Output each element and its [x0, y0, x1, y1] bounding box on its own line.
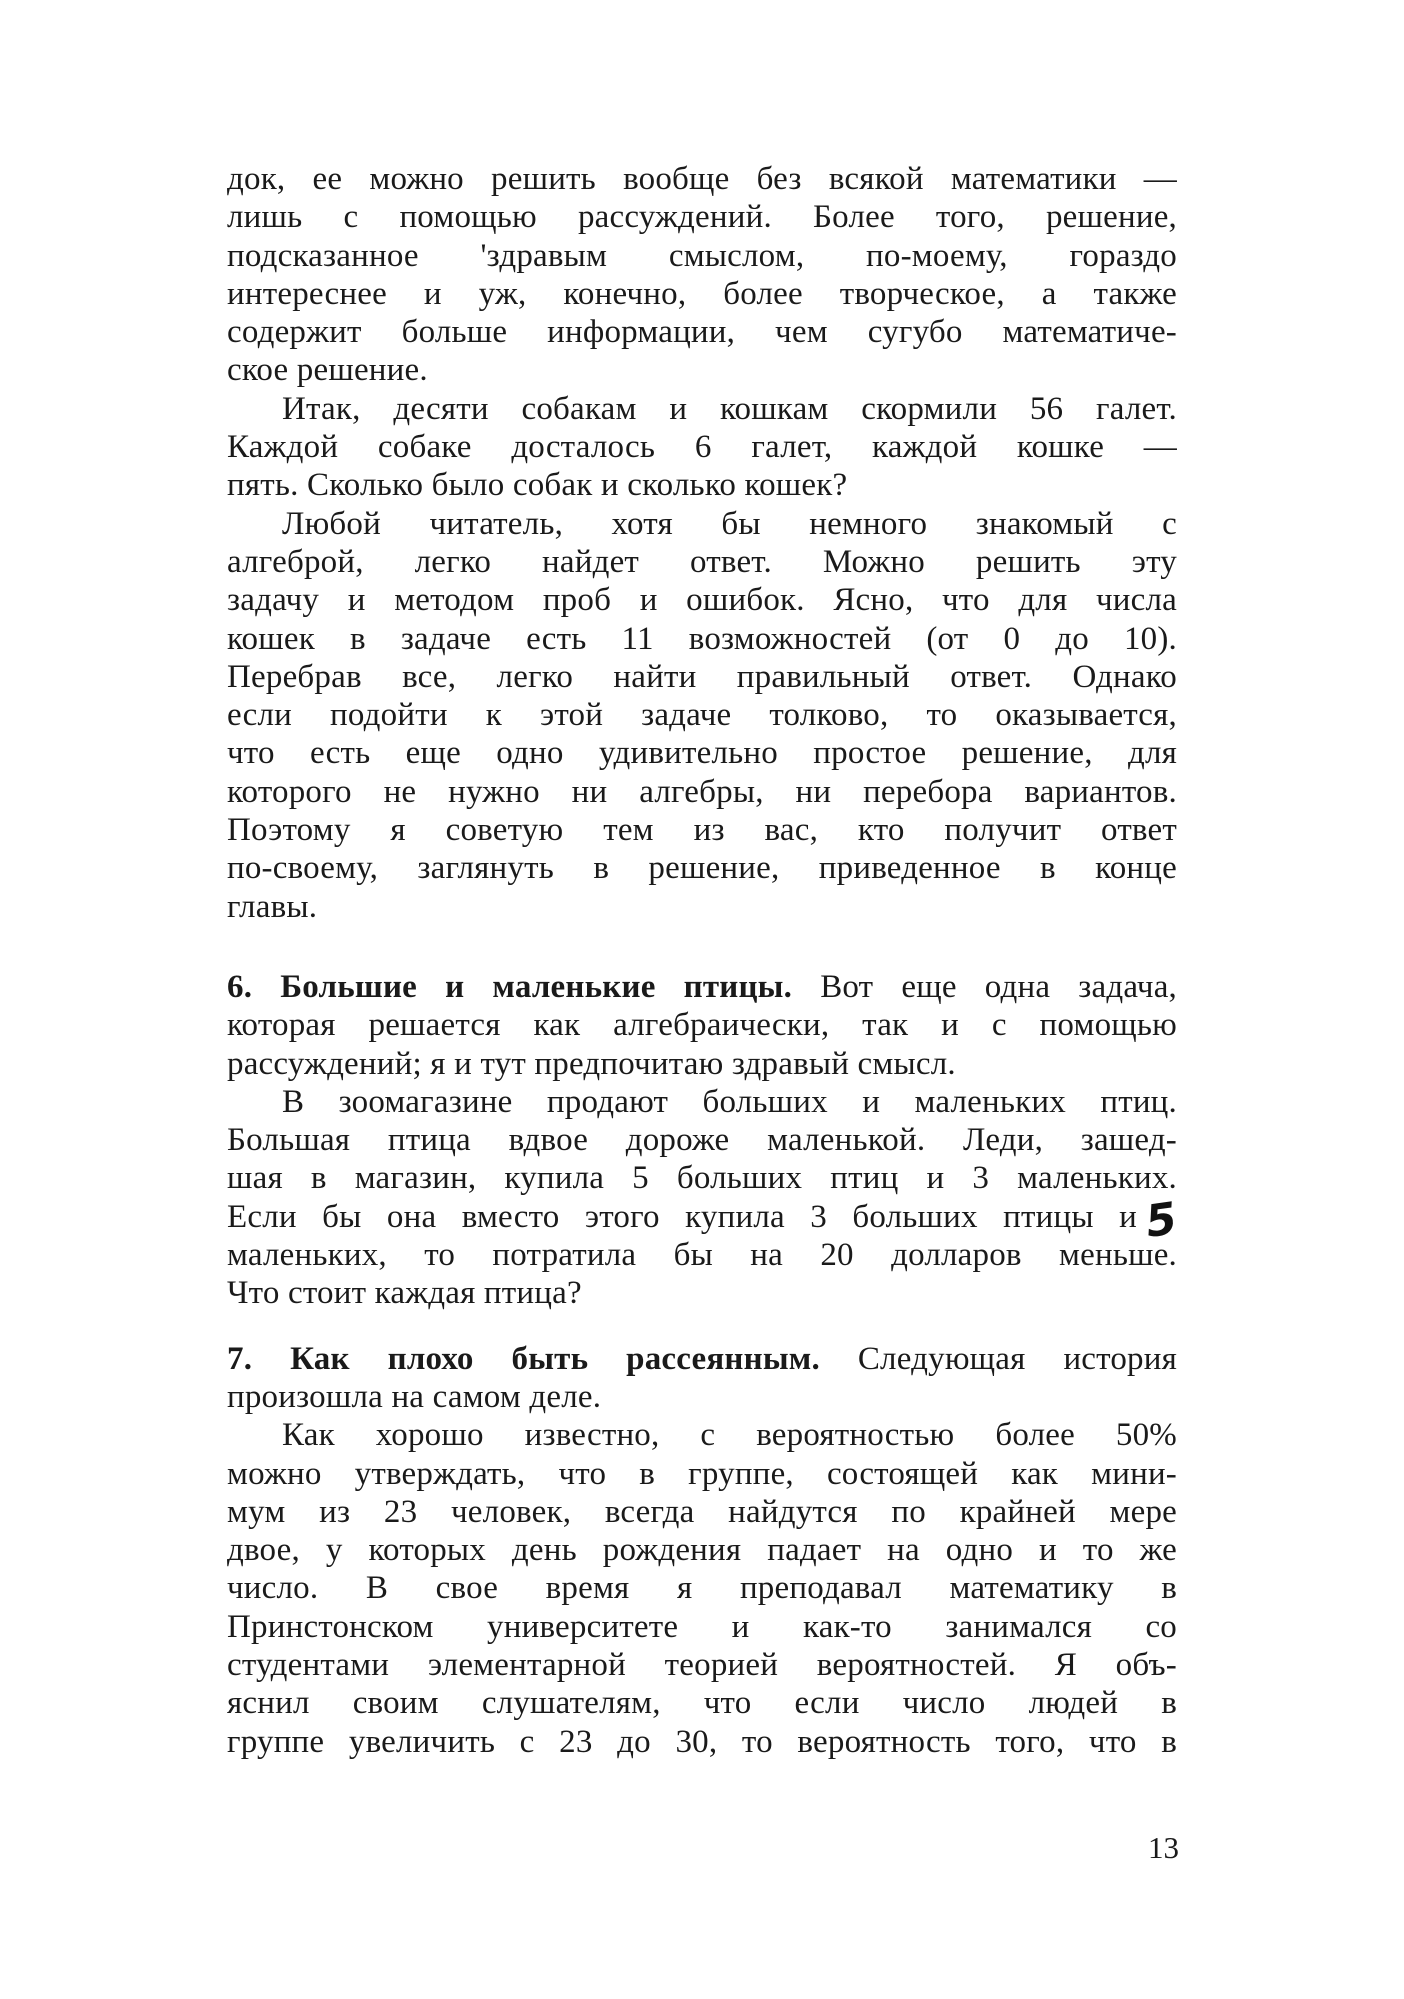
text-line: лишь с помощью рассуждений. Более того, решение,: [227, 199, 1177, 236]
text-line: Большая птица вдвое дороже маленькой. Леди, зашед-: [227, 1122, 1177, 1159]
text-line: число. В свое время я преподавал математику в: [227, 1570, 1177, 1607]
section-7-first-line: [227, 1340, 1177, 1378]
paragraph-2: [227, 390, 1177, 505]
text-line: мум из 23 человек, всегда найдутся по крайней мере: [227, 1493, 1177, 1530]
text-line: шая в магазин, купила 5 больших птиц и 3 маленьких.: [227, 1160, 1177, 1197]
text-line: Перебрав все, легко найти правильный ответ. Однако: [227, 658, 1177, 695]
text-line: группе увеличить с 23 до 30, то вероятность того, что в: [227, 1723, 1177, 1760]
text-line: док, ее можно решить вообще без всякой математики —: [227, 161, 1177, 197]
paragraph-1: [227, 160, 1177, 390]
text-line: если подойти к этой задаче толково, то оказывается,: [227, 697, 1177, 734]
section-7-heading: 7. Как плохо быть рассеянным.: [227, 1340, 820, 1377]
text-line: содержит больше информации, чем сугубо математиче-: [227, 314, 1177, 351]
text-line: В зоомагазине продают больших и маленьких птиц.: [282, 1083, 1177, 1120]
page-body: [227, 160, 1177, 1761]
text-line: Поэтому я советую тем из вас, кто получит ответ: [227, 812, 1177, 849]
text-line: ское решение.: [227, 352, 428, 389]
section-6: [227, 968, 1177, 1313]
text-line: можно утверждать, что в группе, состоящей как мини-: [227, 1455, 1177, 1492]
section-6-heading-rest: Вот еще одна задача,: [792, 968, 1178, 1005]
text-line: главы.: [227, 888, 318, 925]
text-line: подсказанное 'здравым смыслом, по-моему, гораздо: [227, 237, 1177, 274]
section-7-heading-rest: Следующая история: [819, 1340, 1177, 1377]
text-line: маленьких, то потратила бы на 20 долларов меньше.: [227, 1237, 1177, 1274]
section-7: [227, 1340, 1177, 1761]
section-gap: [227, 926, 1177, 968]
text-line: кошек в задаче есть 11 возможностей (от 0 до 10).: [227, 620, 1177, 657]
section-6-first-line: [227, 968, 1177, 1006]
text-line: студентами элементарной теорией вероятностей. Я объ-: [227, 1646, 1177, 1683]
text-line: рассуждений; я и тут предпочитаю здравый смысл.: [227, 1045, 956, 1082]
text-line: по-своему, заглянуть в решение, приведенное в конце: [227, 850, 1177, 887]
page-number: 13: [1148, 1830, 1179, 1865]
handwritten-digit: 5: [1142, 1193, 1181, 1248]
text-line: что есть еще одно удивительно простое решение, для: [227, 735, 1177, 772]
text-line: Любой читатель, хотя бы немного знакомый с: [282, 505, 1177, 542]
text-line: задачу и методом проб и ошибок. Ясно, что для числа: [227, 582, 1177, 619]
text-line: Принстонском университете и как-то занимался со: [227, 1608, 1177, 1645]
text-line: пять. Сколько было собак и сколько кошек?: [227, 467, 848, 504]
text-line: алгеброй, легко найдет ответ. Можно решить эту: [227, 543, 1177, 580]
paragraph-3: [227, 505, 1177, 926]
text-line: Итак, десяти собакам и кошкам скормили 56 галет.: [282, 390, 1177, 427]
text-line: произошла на самом деле.: [227, 1378, 602, 1415]
text-line: Что стоит каждая птица?: [227, 1275, 582, 1312]
text-line: Каждой собаке досталось 6 галет, каждой кошке —: [227, 429, 1177, 466]
text-line: яснил своим слушателям, что если число людей в: [227, 1685, 1177, 1722]
text-line: интереснее и уж, конечно, более творческое, а также: [227, 275, 1177, 312]
text-line: которого не нужно ни алгебры, ни перебора вариантов.: [227, 773, 1177, 810]
text-line: двое, у которых день рождения падает на одно и то же: [227, 1532, 1177, 1569]
section-gap: [227, 1313, 1177, 1340]
text-line: Если бы она вместо этого купила 3 больших птицы и: [227, 1198, 1137, 1235]
text-line: Как хорошо известно, с вероятностью более 50%: [282, 1417, 1177, 1454]
section-6-heading: 6. Большие и маленькие птицы.: [227, 968, 793, 1005]
text-line: которая решается как алгебраически, так и с помощью: [227, 1007, 1177, 1044]
